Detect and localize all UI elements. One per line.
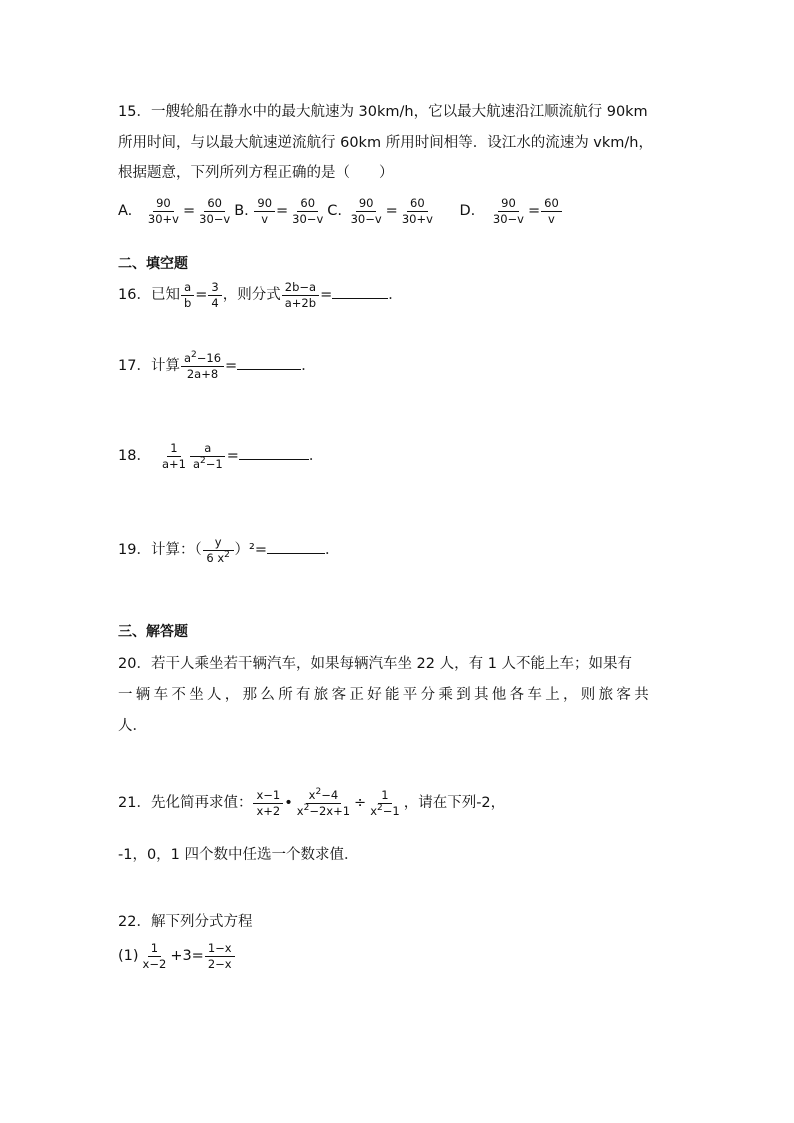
q15-option-b-label: B. [234,203,249,219]
q18-fraction-2: $\frac{a}{a^2-1}$ [190,442,226,471]
q16-prefix: 16．已知 [118,287,180,303]
q15-option-c-label: C. [327,203,342,219]
section-2-title: 二、填空题 [118,256,188,272]
q15-line-1: 15．一艘轮船在静水中的最大航速为 30km/h，它以最大航速沿江顺流航行 90km [118,104,648,120]
section-3-title: 三、解答题 [118,624,188,640]
period: ． [308,448,324,464]
q16-fraction-3-4: $\frac{3}{4}$ [208,281,221,310]
q21-prefix: 21．先化简再求值： [118,795,253,811]
q15-line-2: 所用时间，与以最大航速逆流航行 60km 所用时间相等．设江水的流速为 vkm/h， [118,135,653,151]
q15-line-3: 根据题意，下列所列方程正确的是（ ） [118,165,394,181]
q15-option-d-fraction-1: $\frac{90}{30-v}$ [492,195,524,226]
period: ． [301,358,316,374]
q15-option-d-fraction-2: $\frac{60}{v}$ [541,197,562,226]
q22-plus-equals: +3= [170,948,204,964]
q21-after-text: ，请在下列-2， [403,795,506,811]
q17-prefix: 17．计算 [118,358,180,374]
q18-fraction-1: $\frac{1}{a+1}$ [161,440,186,471]
q19 [118,535,339,565]
equals-sign: = [182,203,196,219]
close-paren: ） [234,542,250,558]
equals-sign: = [320,287,333,303]
period: ． [324,542,340,558]
q15-option-c-fraction-1: $\frac{90}{30-v}$ [350,195,382,226]
multiply-dot: • [284,795,293,811]
q22-title: 22．解下列分式方程 [118,914,253,930]
q22-part-1 [118,941,236,971]
q15-option-a-fraction-2: $\frac{60}{30-v}$ [199,195,231,226]
answer-blank[interactable] [239,445,309,460]
q20-line-1: 20．若干人乘坐若干辆汽车，如果每辆汽车坐 22 人，有 1 人不能上车；如果有 [118,656,633,672]
q21-fraction-3: $\frac{1}{x^2-1}$ [370,787,400,818]
q20-line-3: 人． [118,718,147,734]
q19-prefix: 19．计算：（ [118,542,202,558]
q15-option-d-label: D. [459,203,476,219]
q17 [118,351,316,381]
equals-sign: = [276,203,289,219]
q19-square-equals: ²= [249,542,267,558]
equals-sign: = [225,358,238,374]
q15-option-b-fraction-1: $\frac{90}{v}$ [254,197,275,226]
q15-options [118,196,563,226]
q21-fraction-1: $\frac{x-1}{x+2}$ [253,789,283,818]
q15-option-a-fraction-1: $\frac{90}{30+v}$ [147,195,179,226]
q15-option-a-label: A. [118,203,133,219]
q15-option-b-fraction-2: $\frac{60}{30-v}$ [292,195,324,226]
q21 [118,786,505,820]
q16-fraction-expression: $\frac{2b-a}{a+2b}$ [282,281,319,310]
answer-blank[interactable] [267,539,325,554]
q22-fraction-2: $\frac{1-x}{2-x}$ [205,942,235,971]
equals-sign: = [527,203,541,219]
q20-line-2: 一辆车不坐人，那么所有旅客正好能平分乘到其他各车上，则旅客共 [118,687,652,703]
q19-fraction: $\frac{y}{6 x^2}$ [203,536,234,565]
q21-line-2: -1，0，1 四个数中任选一个数求值． [118,847,359,863]
equals-sign: = [385,203,398,219]
period: ． [388,287,403,303]
divide-sign: ÷ [354,795,367,811]
q22-part-label: (1) [118,948,139,964]
q16-mid-text: ，则分式 [222,287,281,303]
q16 [118,280,403,310]
q15-option-c-fraction-2: $\frac{60}{30+v}$ [401,195,433,226]
q17-fraction: $\frac{a^2-16}{2a+8}$ [181,352,224,381]
q18-prefix: 18． [118,448,151,464]
q22-fraction-1: $\frac{1}{x-2}$ [142,940,167,971]
equals-sign: = [226,448,239,464]
equals-sign: = [195,287,208,303]
q21-fraction-2: $\frac{x^2-4}{x^2-2x+1}$ [296,786,351,818]
answer-blank[interactable] [332,284,388,299]
q16-fraction-a-b: $\frac{a}{b}$ [181,281,194,310]
answer-blank[interactable] [237,355,301,370]
q18 [118,441,323,471]
